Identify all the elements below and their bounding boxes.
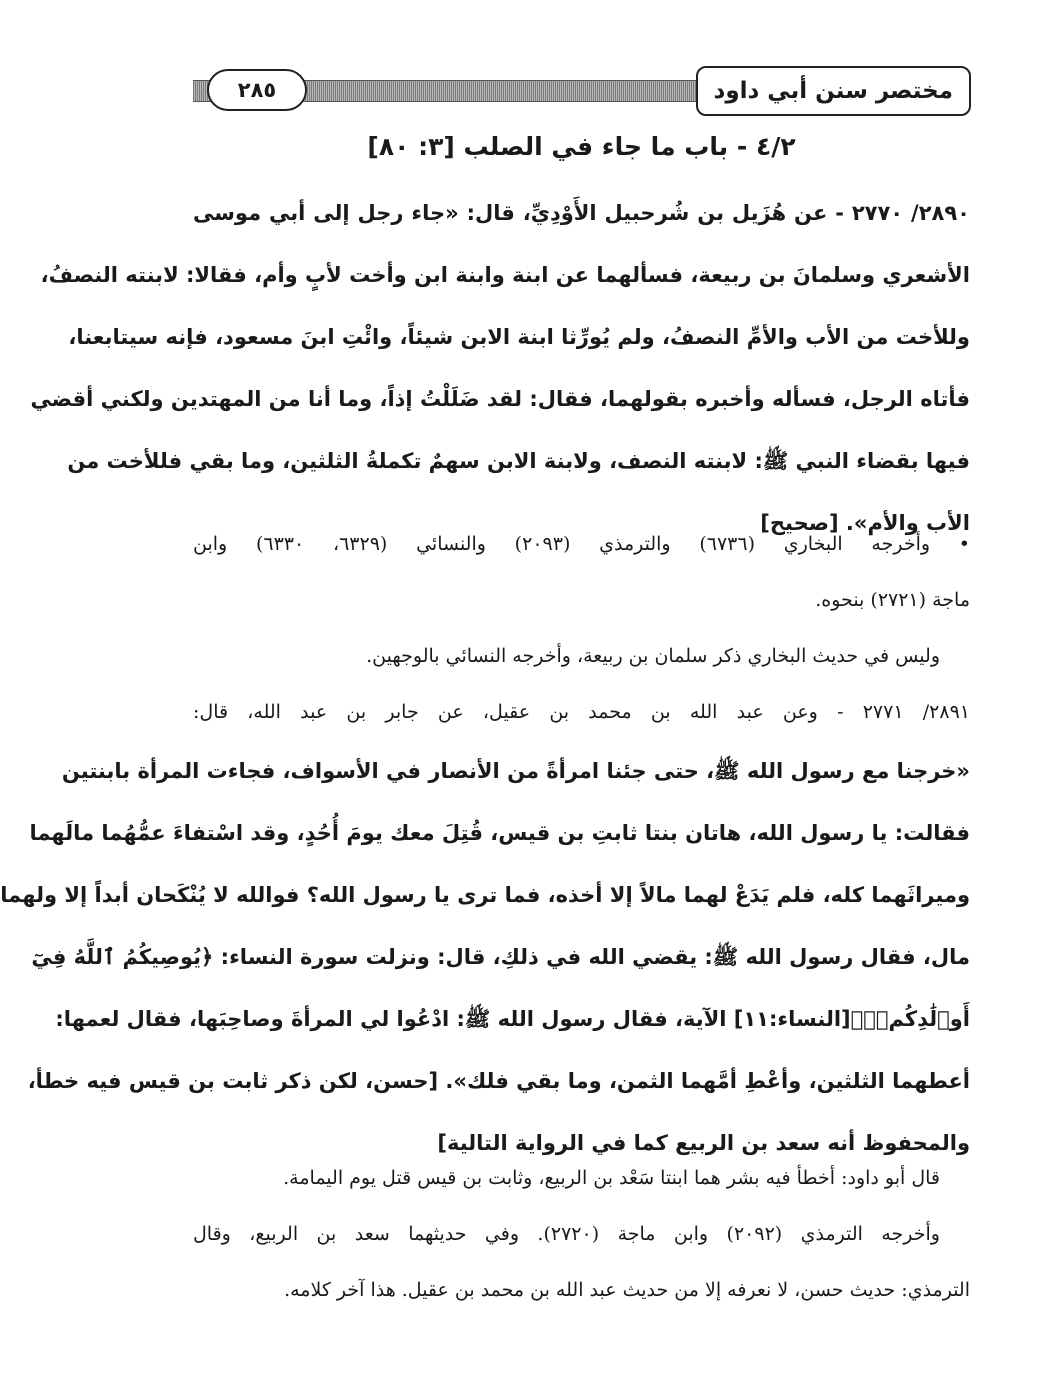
text-line: مال، فقال رسول الله ﷺ: يقضي الله في ذلكِ، قال: ونزلت سورة النساء: ﴿يُوصِيكُمُ ٱللَّهُ فِيٓ [31,945,970,969]
chapter-heading: ٤/٢ - باب ما جاء في الصلب [٣: ٨٠] [367,132,796,161]
text-line: ٢٨٩١/ ٢٧٧١ - وعن عبد الله بن محمد بن عقيل، عن جابر بن عبد الله، قال: [193,701,970,723]
text-line: «خرجنا مع رسول الله ﷺ، حتى جئنا امرأةً من الأنصار في الأسواف، فجاءت المرأة بابنتين [61,759,970,783]
text-line: • وأخرجه البخاري (٦٧٣٦) والترمذي (٢٠٩٣) والنسائي (٦٣٢٩، ٦٣٣٠) وابن [193,533,970,555]
text-line: الترمذي: حديث حسن، لا نعرفه إلا من حديث عبد الله بن محمد بن عقيل. هذا آخر كلامه. [284,1279,970,1301]
text-line: وللأخت من الأب والأمِّ النصفُ، ولم يُورِّثا ابنة الابن شيئاً، وائْتِ ابنَ مسعود، فإنه سيتابعنا، [68,325,970,349]
notes-2891 [193,1150,970,1318]
text-line: فأتاه الرجل، فسأله وأخبره بقولهما، فقال: لقد ضَلَلْتُ إذاً، وما أنا من المهتدين ولكني أقضي [30,387,970,411]
text-line: وأخرجه الترمذي (٢٠٩٢) وابن ماجة (٢٧٢٠). وفي حديثهما سعد بن الربيع، وقال [193,1223,940,1245]
text-line: الأب والأم». [صحيح] [760,511,970,535]
text-line: الأشعري وسلمانَ بن ربيعة، فسألهما عن ابنة وابنة ابن وأخت لأبٍ وأم، فقالا: لابنته النصفُ، [40,263,970,287]
book-title: مختصر سنن أبي داود [696,66,971,116]
text-line: قال أبو داود: أخطأ فيه بشر هما ابنتا سَعْد بن الربيع، وثابت بن قيس قتل يوم اليمامة. [283,1167,940,1189]
text-line: فيها بقضاء النبي ﷺ: لابنته النصف، ولابنة الابن سهمٌ تكملةُ الثلثين، وما بقي فللأخت من [67,449,970,473]
text-line: وميراثَهما كله، فلم يَدَعْ لهما مالاً إلا أخذه، فما ترى يا رسول الله؟ فوالله لا يُنْكَحان أبداً إلا ولهما [0,883,970,907]
page-header [193,66,971,128]
text-line: ٢٨٩٠/ ٢٧٧٠ - عن هُزَيل بن شُرحبيل الأَوْدِيِّ، قال: «جاء رجل إلى أبي موسى [193,201,970,225]
text-line: أعطهما الثلثين، وأعْطِ أمَّهما الثمن، وما بقي فلك». [حسن، لكن ذكر ثابت بن قيس فيه خطأ، [27,1069,970,1093]
text-line: والمحفوظ أنه سعد بن الربيع كما في الرواية التالية] [437,1131,970,1155]
takhrij-2890 [193,516,970,684]
text-line: وليس في حديث البخاري ذكر سلمان بن ربيعة، وأخرجه النسائي بالوجهين. [366,645,940,667]
text-line: أَوۡلَٰدِكُمۡۖ﴾[النساء:١١] الآية، فقال رسول الله ﷺ: ادْعُوا لي المرأةَ وصاحِبَها، فقال لعمها: [55,1007,970,1031]
text-line: ماجة (٢٧٢١) بنحوه. [815,589,970,611]
text-line: فقالت: يا رسول الله، هاتان بنتا ثابتِ بن قيس، قُتِلَ معك يومَ أُحُدٍ، وقد اسْتفاءَ عمُّهُما مالَهما [29,821,970,845]
page-number: ٢٨٥ [207,69,307,111]
hadith-2890 [30,182,970,554]
hadith-2891 [0,684,970,1174]
